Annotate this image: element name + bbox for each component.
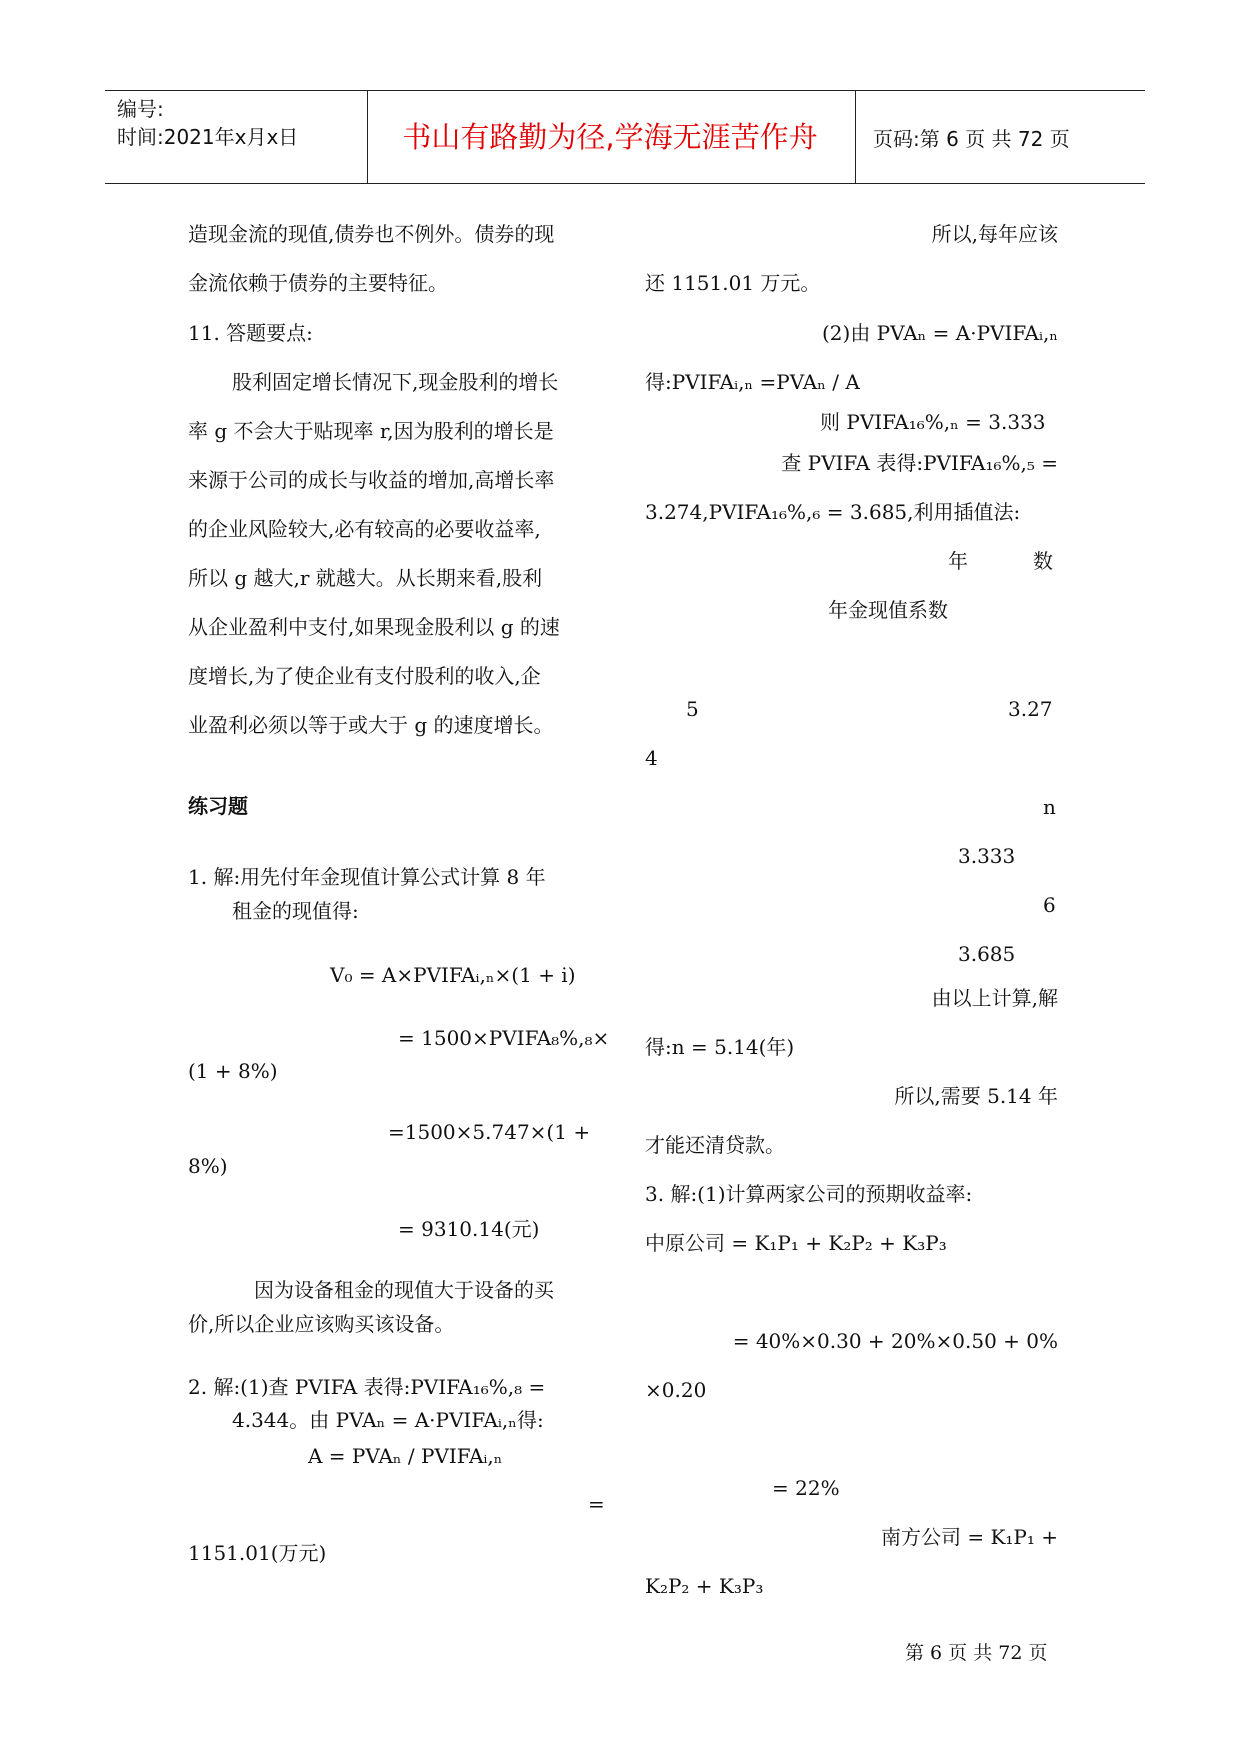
- left-line: 的企业风险较大,必有较高的必要收益率,: [188, 517, 541, 541]
- right-line: 查 PVIFA 表得:PVIFA₁₆%,₅ =: [781, 451, 1058, 475]
- left-line: 价,所以企业应该购买该设备。: [188, 1312, 455, 1336]
- formula-line: = 9310.14(元): [398, 1217, 540, 1241]
- formula-line: K₂P₂ + K₃P₃: [645, 1574, 764, 1598]
- left-line: 2. 解:(1)查 PVIFA 表得:PVIFA₁₆%,₈ =: [188, 1375, 546, 1399]
- table-cell: 4: [645, 746, 658, 770]
- right-line: 则 PVIFA₁₆%,ₙ = 3.333: [820, 410, 1046, 434]
- table-header-factor: 年金现值系数: [828, 598, 948, 622]
- table-cell: 5: [686, 697, 699, 721]
- left-line: 1. 解:用先付年金现值计算公式计算 8 年: [188, 865, 546, 889]
- table-cell: 3.27: [1008, 697, 1053, 721]
- formula-line: =: [588, 1492, 605, 1516]
- formula-line: (1 + 8%): [188, 1059, 278, 1083]
- formula-line: 中原公司 = K₁P₁ + K₂P₂ + K₃P₃: [645, 1231, 947, 1255]
- right-line: 得:PVIFAᵢ,ₙ =PVAₙ / A: [645, 370, 860, 394]
- left-line: 所以 g 越大,r 就越大。从长期来看,股利: [188, 566, 543, 590]
- formula-line: V₀ = A×PVIFAᵢ,ₙ×(1 + i): [330, 963, 576, 987]
- table-cell: 6: [1043, 893, 1056, 917]
- formula-line: =1500×5.747×(1 +: [388, 1120, 591, 1144]
- page-header: [105, 90, 1145, 184]
- doc-time: 时间:2021年x月x日: [117, 125, 299, 149]
- formula-line: ×0.20: [645, 1378, 707, 1402]
- header-page-number: 页码:第 6 页 共 72 页: [873, 127, 1070, 151]
- table-header-year: 年: [948, 549, 968, 573]
- formula-line: 8%): [188, 1154, 228, 1178]
- left-line: 1151.01(万元): [188, 1541, 327, 1565]
- page-footer: 第 6 页 共 72 页: [905, 1642, 1048, 1664]
- right-line: 得:n = 5.14(年): [645, 1035, 795, 1059]
- table-cell: 3.333: [958, 844, 1016, 868]
- right-line: 所以,需要 5.14 年: [894, 1084, 1058, 1108]
- right-line: (2)由 PVAₙ = A·PVIFAᵢ,ₙ: [821, 321, 1058, 345]
- table-header-year: 数: [1033, 549, 1053, 573]
- left-line: 从企业盈利中支付,如果现金股利以 g 的速: [188, 615, 560, 639]
- formula-line: = 1500×PVIFA₈%,₈×: [398, 1026, 610, 1050]
- left-line: 股利固定增长情况下,现金股利的增长: [232, 370, 559, 394]
- header-divider: [367, 91, 368, 183]
- formula-line: A = PVAₙ / PVIFAᵢ,ₙ: [308, 1444, 503, 1468]
- left-line: 因为设备租金的现值大于设备的买: [254, 1278, 554, 1302]
- right-line: 3. 解:(1)计算两家公司的预期收益率:: [645, 1182, 973, 1206]
- doc-number: 编号:: [117, 97, 164, 121]
- table-cell: 3.685: [958, 942, 1016, 966]
- left-line: 度增长,为了使企业有支付股利的收入,企: [188, 664, 541, 688]
- table-cell: n: [1043, 795, 1056, 819]
- left-line: 租金的现值得:: [232, 899, 359, 923]
- left-line: 金流依赖于债券的主要特征。: [188, 271, 448, 295]
- left-line: 业盈利必须以等于或大于 g 的速度增长。: [188, 713, 554, 737]
- header-left: [117, 95, 298, 151]
- right-line: 还 1151.01 万元。: [645, 271, 821, 295]
- left-line: 4.344。由 PVAₙ = A·PVIFAᵢ,ₙ得:: [232, 1408, 544, 1432]
- formula-line: = 40%×0.30 + 20%×0.50 + 0%: [732, 1329, 1058, 1353]
- section-heading: 练习题: [188, 794, 248, 818]
- left-line: 来源于公司的成长与收益的增加,高增长率: [188, 468, 555, 492]
- formula-line: 南方公司 = K₁P₁ +: [880, 1525, 1058, 1549]
- formula-line: = 22%: [772, 1476, 840, 1500]
- answer-11-heading: 11. 答题要点:: [188, 321, 313, 345]
- right-line: 由以上计算,解: [931, 986, 1058, 1010]
- header-divider: [855, 91, 856, 183]
- header-motto: 书山有路勤为径,学海无涯苦作舟: [402, 120, 818, 154]
- right-line: 所以,每年应该: [931, 222, 1058, 246]
- right-line: 3.274,PVIFA₁₆%,₆ = 3.685,利用插值法:: [645, 500, 1021, 524]
- right-line: 才能还清贷款。: [645, 1133, 785, 1157]
- left-line: 造现金流的现值,债券也不例外。债券的现: [188, 222, 555, 246]
- left-line: 率 g 不会大于贴现率 r,因为股利的增长是: [188, 419, 554, 443]
